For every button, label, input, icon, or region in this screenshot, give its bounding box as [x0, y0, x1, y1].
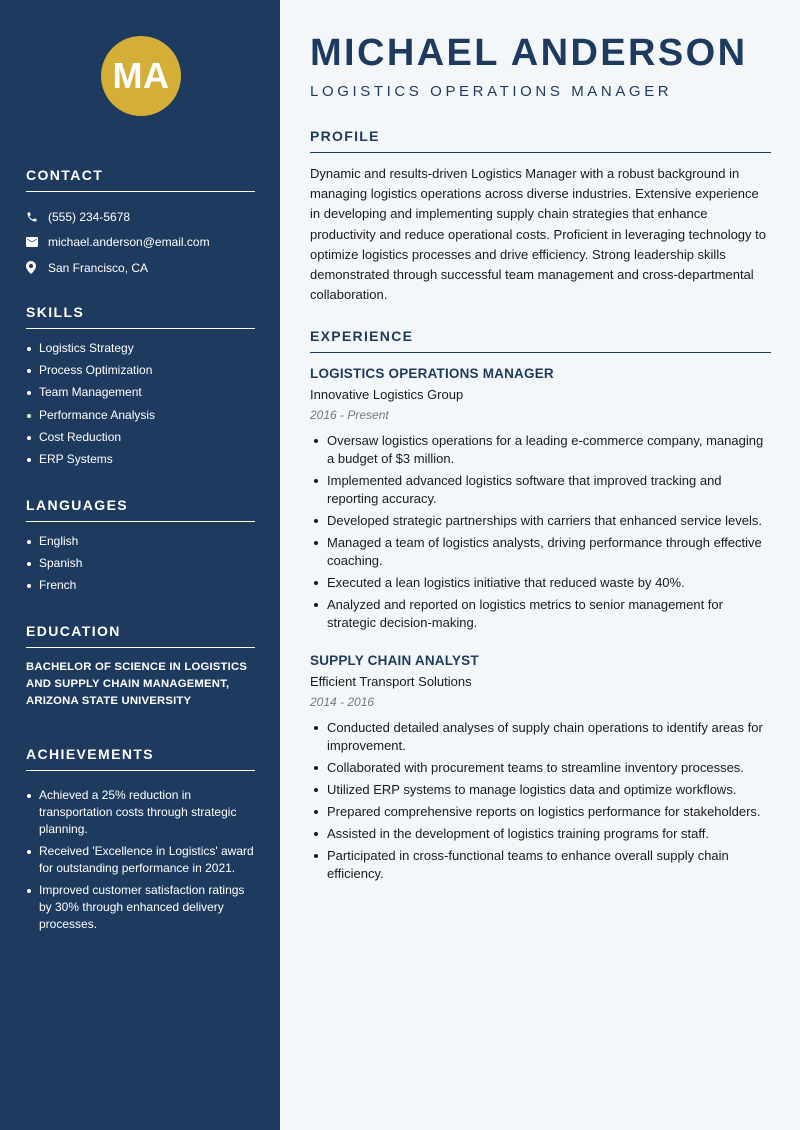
achievements-heading: ACHIEVEMENTS [26, 746, 255, 771]
profile-text: Dynamic and results-driven Logistics Manager with a robust background in managing logistics operations across diverse industries. Extensive experience in developing and implementing supply chain strategies that enhance productivity and reduce operational costs. Proficient in leveraging technology to optimize logistics processes and drive efficiency. Strong leadership skills demonstrated through successful team management and cross-departmental collaboration. [310, 166, 766, 303]
list-item: Achieved a 25% reduction in transportation costs through strategic planning. [26, 787, 255, 838]
company-name: Innovative Logistics Group [310, 387, 464, 402]
contact-heading: CONTACT [26, 167, 255, 192]
list-item: French [26, 577, 255, 594]
list-item: Assisted in the development of logistics training programs for staff. [310, 825, 771, 843]
list-item: Developed strategic partnerships with carriers that enhanced service levels. [310, 512, 771, 530]
profile-heading: PROFILE [310, 128, 771, 153]
contact-phone [26, 204, 255, 230]
job-title: SUPPLY CHAIN ANALYST [310, 653, 479, 668]
job-dates: 2014 - 2016 [310, 695, 375, 709]
achievements-section [26, 746, 255, 939]
experience-section [310, 328, 771, 353]
list-item: Utilized ERP systems to manage logistics data and optimize workflows. [310, 781, 771, 799]
contact-email [26, 230, 255, 256]
job-title: LOGISTICS OPERATIONS MANAGER [310, 366, 554, 381]
contact-list [26, 204, 255, 281]
location-text: San Francisco, CA [48, 260, 149, 275]
skills-section [26, 304, 255, 473]
list-item: Managed a team of logistics analysts, driving performance through effective coaching. [310, 534, 771, 570]
profile-section [310, 128, 771, 305]
experience-heading: EXPERIENCE [310, 328, 771, 353]
location-pin-icon [26, 261, 48, 274]
list-item: Executed a lean logistics initiative that reduced waste by 40%. [310, 574, 771, 592]
list-item: Received 'Excellence in Logistics' award for outstanding performance in 2021. [26, 843, 255, 877]
list-item: Performance Analysis [26, 407, 255, 424]
email-icon [26, 237, 48, 247]
list-item: Participated in cross-functional teams to enhance overall supply chain efficiency. [310, 847, 771, 883]
monogram-avatar [101, 36, 181, 116]
list-item: ERP Systems [26, 451, 255, 468]
list-item: Logistics Strategy [26, 340, 255, 357]
list-item: Implemented advanced logistics software that improved tracking and reporting accuracy. [310, 472, 771, 508]
skills-heading: SKILLS [26, 304, 255, 329]
list-item: Prepared comprehensive reports on logistics performance for stakeholders. [310, 803, 771, 821]
candidate-role: LOGISTICS OPERATIONS MANAGER [310, 83, 673, 100]
list-item: Analyzed and reported on logistics metrics to senior management for strategic decision-making. [310, 596, 771, 632]
contact-section [26, 167, 255, 281]
list-item: Collaborated with procurement teams to streamline inventory processes. [310, 759, 771, 777]
phone-text[interactable]: (555) 234-5678 [48, 209, 131, 224]
languages-list [26, 533, 255, 594]
list-item: Team Management [26, 384, 255, 401]
list-item: Cost Reduction [26, 429, 255, 446]
company-name: Efficient Transport Solutions [310, 674, 472, 689]
skills-list [26, 340, 255, 468]
education-degree: BACHELOR OF SCIENCE IN LOGISTICS AND SUPPLY CHAIN MANAGEMENT, ARIZONA STATE UNIVERSITY [26, 661, 248, 707]
contact-location [26, 255, 255, 281]
job-entry [310, 653, 771, 887]
initials: MA [112, 55, 170, 96]
list-item: Improved customer satisfaction ratings by 30% through enhanced delivery processes. [26, 882, 255, 933]
job-entry [310, 366, 771, 636]
list-item: Conducted detailed analyses of supply chain operations to identify areas for improvement. [310, 719, 771, 755]
job-dates: 2016 - Present [310, 408, 389, 422]
education-heading: EDUCATION [26, 623, 255, 648]
phone-icon [26, 211, 48, 223]
list-item: Oversaw logistics operations for a leading e-commerce company, managing a budget of $3 million. [310, 432, 771, 468]
job-bullets [310, 719, 771, 883]
email-text[interactable]: michael.anderson@email.com [48, 235, 210, 250]
candidate-name: MICHAEL ANDERSON [310, 32, 748, 74]
languages-heading: LANGUAGES [26, 497, 255, 522]
sidebar [0, 0, 280, 1130]
job-bullets [310, 432, 771, 632]
list-item: Process Optimization [26, 362, 255, 379]
list-item: English [26, 533, 255, 550]
list-item: Spanish [26, 555, 255, 572]
languages-section [26, 497, 255, 600]
education-section [26, 623, 255, 710]
achievements-list [26, 787, 255, 933]
